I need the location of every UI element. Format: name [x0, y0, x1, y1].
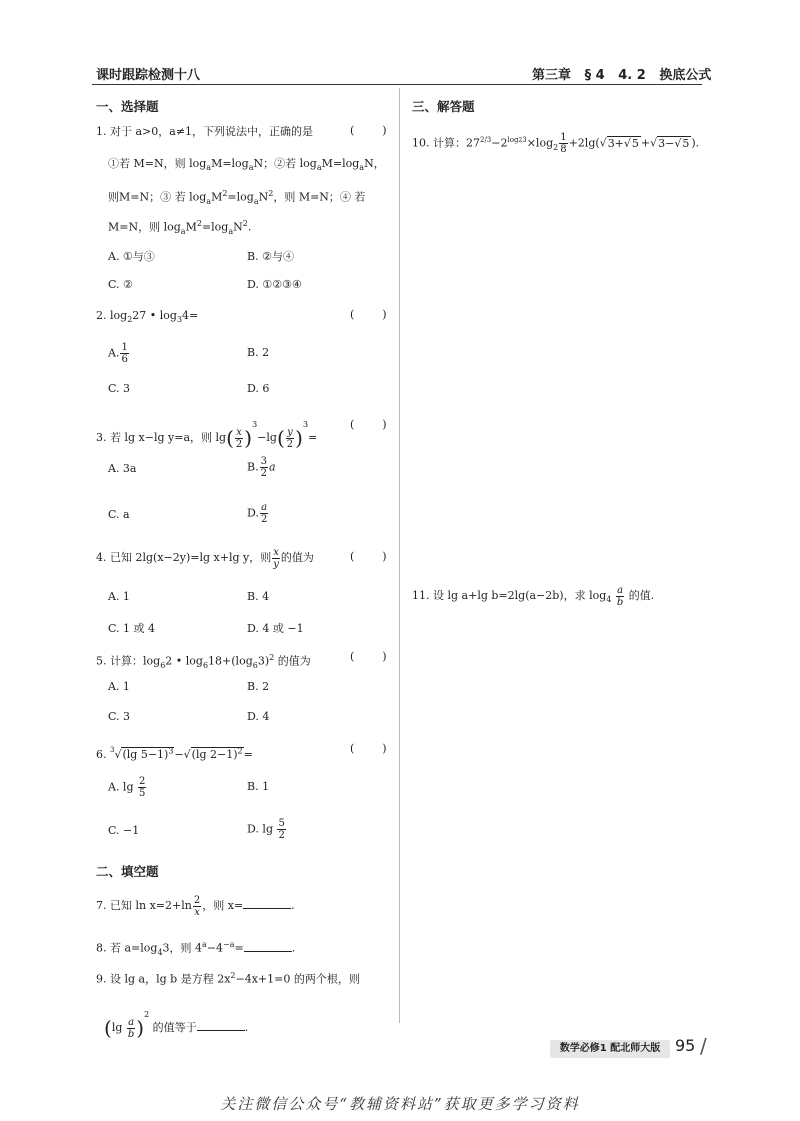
q2-option-d: D. 6 [247, 382, 270, 395]
q2-option-c: C. 3 [108, 382, 131, 395]
chapter-label: 第三章 [532, 68, 572, 83]
column-divider [399, 88, 400, 1023]
q4-option-d: D. 4 或 −1 [247, 622, 304, 635]
section-choice: 一、选择题 [96, 99, 159, 114]
q4-option-b: B. 4 [247, 590, 270, 603]
question-6: 6. $^3$√(lg 5−1)$^3$−√(lg 2−1)$^2$= [96, 746, 253, 761]
q1-option-a: A. ①与③ [108, 250, 155, 263]
question-1: 1. 对于 a>0，a≠1，下列说法中，正确的是 [96, 125, 314, 138]
q6-option-c: C. −1 [108, 824, 140, 837]
q1-option-b: B. ②与④ [247, 250, 294, 263]
page-slash: / [700, 1034, 707, 1058]
q5-option-b: B. 2 [247, 680, 270, 693]
q3-option-d: D. $\frac{a}{2}$ [247, 502, 268, 525]
book-label: 数学必修1 配北师大版 [550, 1040, 670, 1058]
answer-paren-5: ( ) [350, 650, 387, 663]
blank-answer-8[interactable] [244, 940, 292, 952]
q6-option-d: D. lg $\frac{5}{2}$ [247, 818, 285, 841]
question-11: 11. 设 lg a+lg b=2lg(a−2b)，求 $\log_4$ $\frac{a}{b}$ 的值. [412, 584, 655, 608]
page-header-title: 课时跟踪检测十八 [96, 68, 201, 83]
header-rule [92, 84, 702, 85]
blank-answer-9[interactable] [197, 1019, 245, 1031]
section-solve: 三、解答题 [412, 99, 475, 114]
q3-option-c: C. a [108, 508, 130, 521]
question-5: 5. 计算：$\log_62$ • $\log_618+(\log_63)^2$ 的值为 [96, 653, 311, 670]
q1-option-d: D. ①②③④ [247, 278, 302, 291]
q6-option-a: A. lg $\frac{2}{5}$ [108, 776, 146, 799]
section-fill: 二、填空题 [96, 864, 159, 879]
q5-option-d: D. 4 [247, 710, 270, 723]
question-3: 3. 若 lg x−lg y=a，则 lg( $\frac{x}{2}$ )$^3$−lg( $\frac{y}{2}$ )$^3$= [96, 420, 318, 450]
section-label: § 4 [584, 68, 605, 83]
q4-option-c: C. 1 或 4 [108, 622, 156, 635]
q5-option-a: A. 1 [108, 680, 130, 693]
page-number: 95 [675, 1036, 696, 1055]
q1-option-c: C. ② [108, 278, 133, 291]
question-1-line3: 则M=N；③ 若 $\log_aM^2=\log_aN^2$，则 M=N；④ 若 [108, 189, 366, 206]
q5-option-c: C. 3 [108, 710, 131, 723]
q3-option-b: B. $\frac{3}{2}$ a [247, 456, 276, 479]
question-9-line2: (lg $\frac{a}{b}$ )$^2$ 的值等于 . [104, 1010, 249, 1040]
answer-paren-1: ( ) [350, 124, 387, 137]
question-10: 10. 计算：$27^{2/3}-2^{log23}\times\log_2$ $\frac{1}{8}$ +2lg(√3+√5 +√3−√5 ). [412, 132, 700, 156]
watermark-text: 关注微信公众号“教辅资料站”获取更多学习资料 [220, 1095, 580, 1113]
topic-label: 换底公式 [659, 68, 712, 83]
question-9: 9. 设 lg a，lg b 是方程 $2x^2-4x+1=0$ 的两个根，则 [96, 971, 360, 986]
subsection-label: 4. 2 [618, 68, 646, 83]
question-8: 8. 若 $a=\log_43$，则 $4^a-4^{-a}=$ . [96, 940, 296, 957]
question-1-line2: ①若 M=N，则 $\log_aM=\log_aN$；②若 $\log_aM=\log_aN$， [108, 157, 385, 173]
question-7: 7. 已知 ln x=2+ln $\frac{2}{x}$ ，则 x= . [96, 894, 295, 918]
answer-paren-6: ( ) [350, 742, 387, 755]
question-2: 2. $\log_227$ • $\log_34=$ [96, 309, 199, 325]
answer-paren-4: ( ) [350, 550, 387, 563]
blank-answer-7[interactable] [243, 897, 291, 909]
question-4: 4. 已知 2lg(x−2y)=lg x+lg y，则 $\frac{x}{y}$ 的值为 [96, 546, 314, 570]
q3-option-a: A. 3a [108, 462, 137, 475]
answer-paren-2: ( ) [350, 308, 387, 321]
q6-option-b: B. 1 [247, 780, 270, 793]
q2-option-b: B. 2 [247, 346, 270, 359]
q2-option-a: A. $\frac{1}{6}$ [108, 342, 128, 365]
q4-option-a: A. 1 [108, 590, 130, 603]
page-header-chapter [532, 64, 711, 83]
answer-paren-3: ( ) [350, 418, 387, 431]
question-1-line4: M=N，则 $\log_aM^2=\log_aN^2$. [108, 219, 252, 236]
